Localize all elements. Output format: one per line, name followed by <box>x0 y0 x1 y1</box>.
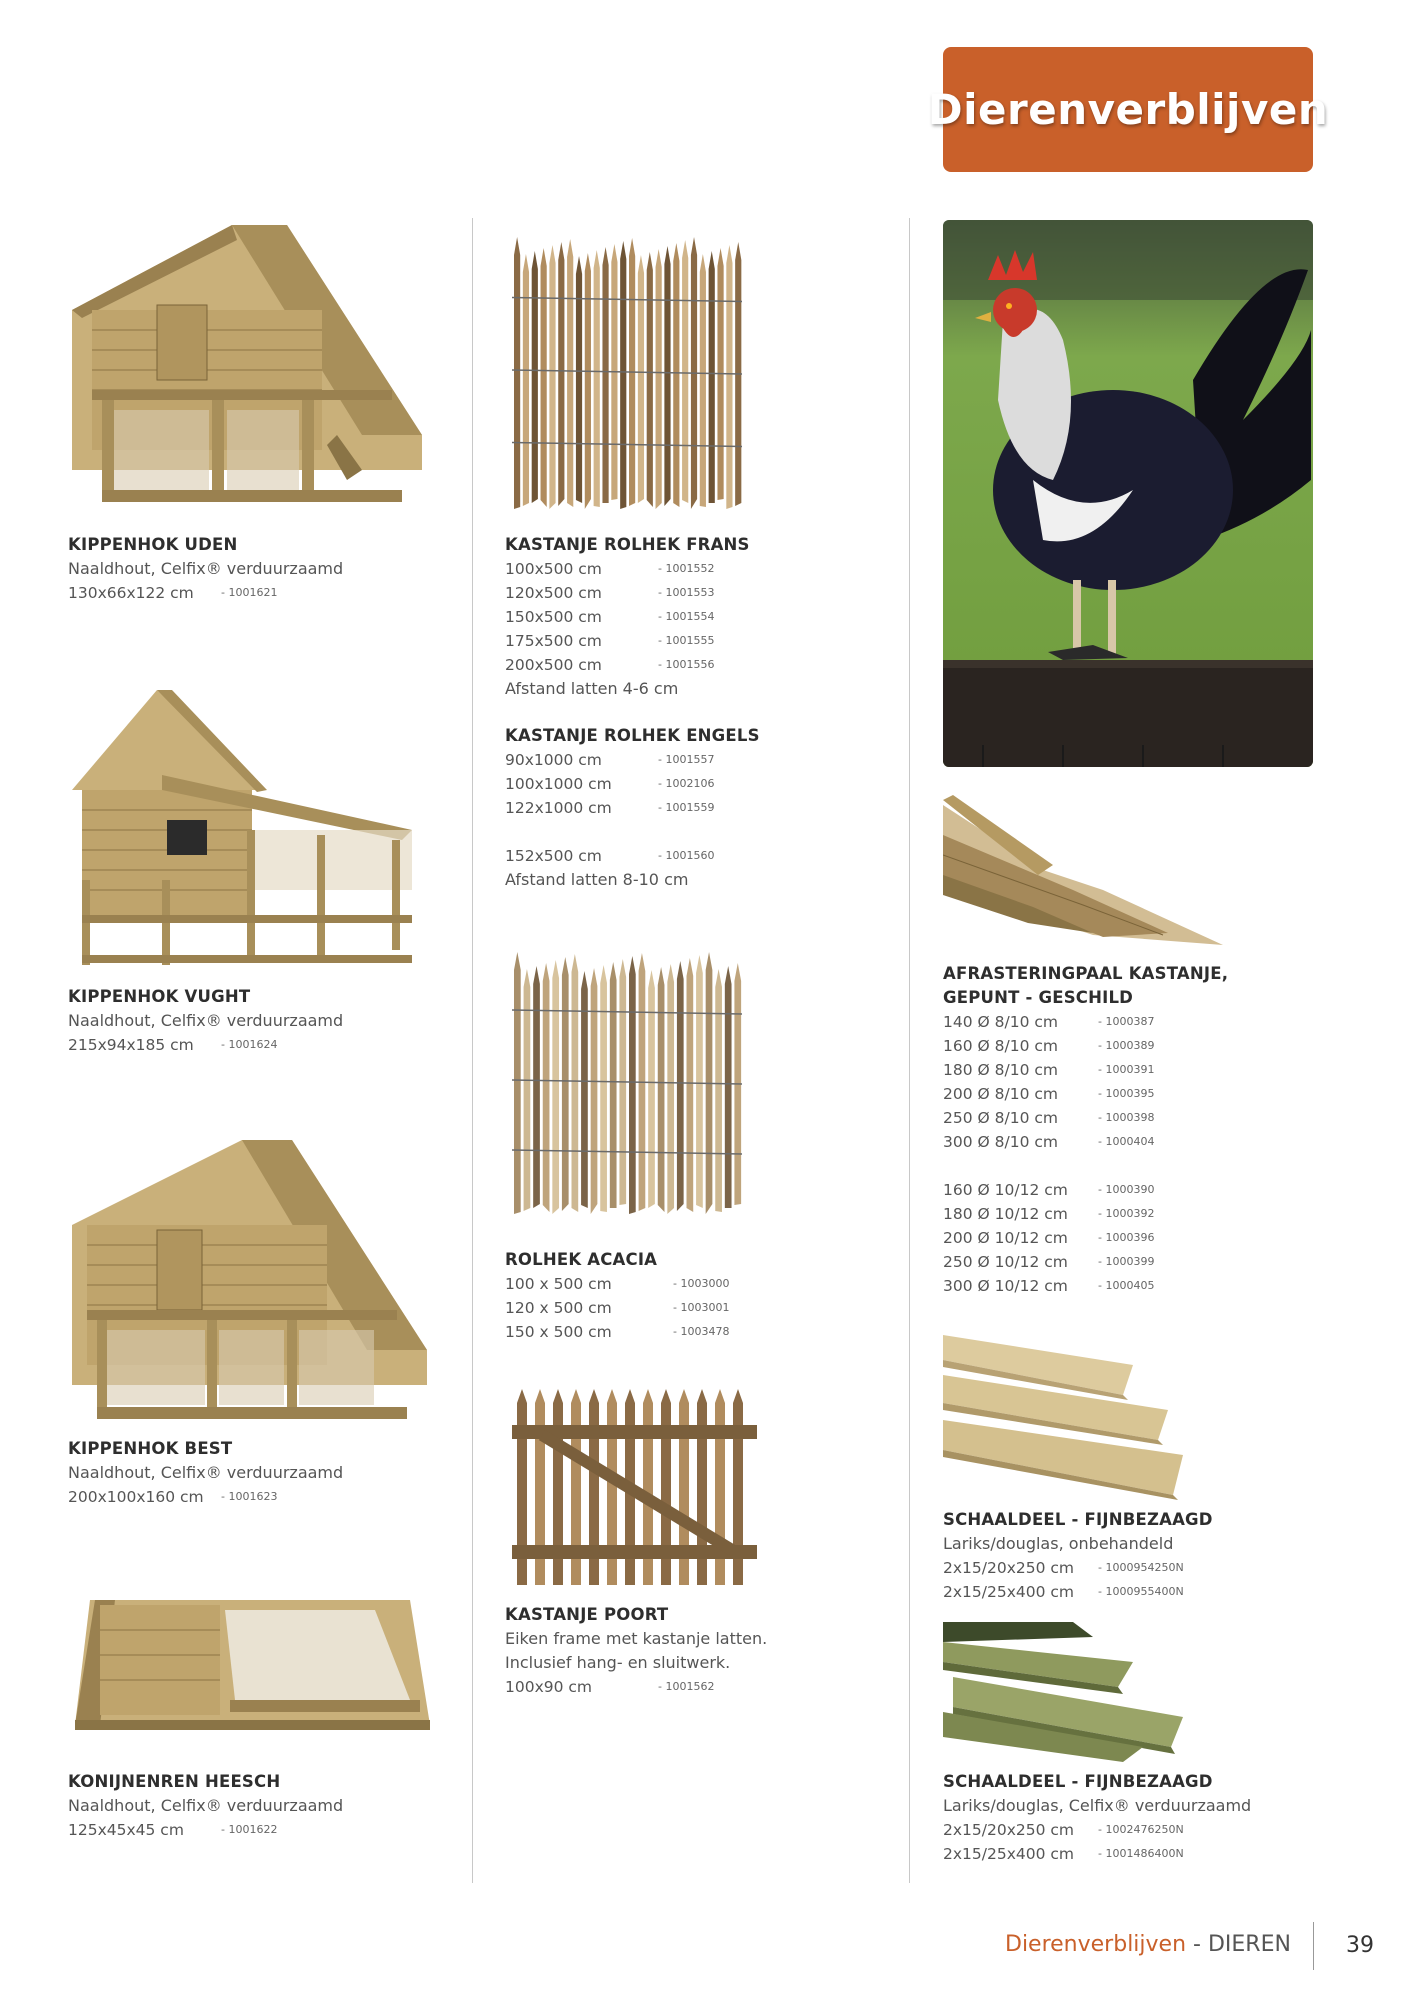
spec-dimension: 200x100x160 cm <box>68 1488 204 1506</box>
spec-row <box>943 1818 1303 1842</box>
product-title: KIPPENHOK UDEN <box>68 535 238 554</box>
afrasteringpaal-image <box>943 795 1233 950</box>
spec-dimension: 122x1000 cm <box>505 799 612 817</box>
spec-row <box>68 581 448 605</box>
spec-dimension: 250 Ø 8/10 cm <box>943 1109 1058 1127</box>
spec-row <box>943 1250 1303 1274</box>
product-description: Naaldhout, Celfix® verduurzaamd <box>68 1011 344 1030</box>
spec-code: - 1000405 <box>1098 1279 1155 1292</box>
product-description: Lariks/douglas, onbehandeld <box>943 1534 1174 1553</box>
product-description: Naaldhout, Celfix® verduurzaamd <box>68 1796 344 1815</box>
spec-code: - 1001560 <box>658 849 715 862</box>
spec-dimension: 2x15/25x400 cm <box>943 1845 1075 1863</box>
spec-row <box>943 1842 1303 1866</box>
product-kastanje-poort <box>505 1603 885 1699</box>
footer-section: Dierenverblijven <box>1005 1932 1187 1957</box>
spec-code: - 1000390 <box>1098 1183 1155 1196</box>
spec-code: - 1000387 <box>1098 1015 1155 1028</box>
spec-dimension: 160 Ø 10/12 cm <box>943 1181 1068 1199</box>
spec-dimension: 180 Ø 8/10 cm <box>943 1061 1058 1079</box>
spec-code: - 1003478 <box>673 1325 730 1338</box>
product-title: KASTANJE ROLHEK FRANS <box>505 535 750 554</box>
spec-row <box>943 1178 1303 1202</box>
spec-dimension: 180 Ø 10/12 cm <box>943 1205 1068 1223</box>
section-banner: Dierenverblijven <box>943 47 1313 172</box>
product-note: Afstand latten 4-6 cm <box>505 679 679 698</box>
spec-row <box>68 1485 448 1509</box>
spec-code: - 1003000 <box>673 1277 730 1290</box>
spec-row <box>505 1320 885 1344</box>
rolhek-frans-image <box>512 225 742 515</box>
spec-code: - 1001486400N <box>1098 1847 1184 1860</box>
spec-dimension: 2x15/20x250 cm <box>943 1559 1075 1577</box>
kippenhok-vught-image <box>62 680 432 980</box>
product-description: Naaldhout, Celfix® verduurzaamd <box>68 1463 344 1482</box>
spec-row <box>943 1226 1303 1250</box>
product-rolhek-engels <box>505 724 885 892</box>
spec-row <box>943 1034 1303 1058</box>
spec-code: - 1001554 <box>658 610 715 623</box>
spec-code: - 1001624 <box>221 1038 278 1051</box>
spec-row <box>505 1296 885 1320</box>
spec-code: - 1001562 <box>658 1680 715 1693</box>
product-schaaldeel-treated <box>943 1770 1303 1866</box>
spec-code: - 1001623 <box>221 1490 278 1503</box>
spec-code: - 1001555 <box>658 634 715 647</box>
spec-code: - 1001557 <box>658 753 715 766</box>
spec-dimension: 120x500 cm <box>505 584 602 602</box>
spec-row <box>943 1130 1303 1154</box>
spec-dimension: 160 Ø 8/10 cm <box>943 1037 1058 1055</box>
spec-row <box>505 772 885 796</box>
spec-code: - 1001556 <box>658 658 715 671</box>
spec-dimension: 2x15/20x250 cm <box>943 1821 1075 1839</box>
spec-dimension: 2x15/25x400 cm <box>943 1583 1075 1601</box>
spec-dimension: 300 Ø 8/10 cm <box>943 1133 1058 1151</box>
spec-code: - 1000389 <box>1098 1039 1155 1052</box>
spec-row <box>505 581 885 605</box>
spec-row <box>505 796 885 820</box>
product-title: SCHAALDEEL - FIJNBEZAAGD <box>943 1772 1213 1791</box>
spec-dimension: 150 x 500 cm <box>505 1323 612 1341</box>
footer-category: DIEREN <box>1207 1932 1291 1957</box>
rooster-photo <box>943 220 1313 767</box>
column-divider-2 <box>909 218 910 1883</box>
product-kippenhok-best <box>68 1437 448 1509</box>
spec-dimension: 250 Ø 10/12 cm <box>943 1253 1068 1271</box>
footer-divider <box>1313 1922 1314 1970</box>
spec-row <box>943 1556 1303 1580</box>
spec-code: - 1001622 <box>221 1823 278 1836</box>
product-title: SCHAALDEEL - FIJNBEZAAGD <box>943 1510 1213 1529</box>
spec-dimension: 120 x 500 cm <box>505 1299 612 1317</box>
konijnenren-heesch-image <box>70 1585 430 1745</box>
spec-code: - 1002476250N <box>1098 1823 1184 1836</box>
spec-dimension: 150x500 cm <box>505 608 602 626</box>
product-description: Naaldhout, Celfix® verduurzaamd <box>68 559 344 578</box>
spec-row <box>943 1202 1303 1226</box>
spec-dimension: 300 Ø 10/12 cm <box>943 1277 1068 1295</box>
product-title: KASTANJE POORT <box>505 1605 669 1624</box>
spec-dimension: 200 Ø 8/10 cm <box>943 1085 1058 1103</box>
spec-code: - 1003001 <box>673 1301 730 1314</box>
spec-dimension: 152x500 cm <box>505 847 602 865</box>
spec-row <box>505 629 885 653</box>
page-number: 39 <box>1346 1933 1374 1958</box>
product-title: KIPPENHOK BEST <box>68 1439 233 1458</box>
spec-code: - 1000396 <box>1098 1231 1155 1244</box>
kastanje-poort-image <box>512 1385 757 1595</box>
spec-row <box>943 1010 1303 1034</box>
spec-row <box>505 748 885 772</box>
spec-code: - 1000392 <box>1098 1207 1155 1220</box>
schaaldeel-treated-image <box>943 1622 1233 1762</box>
spec-row <box>505 1272 885 1296</box>
spec-dimension: 140 Ø 8/10 cm <box>943 1013 1058 1031</box>
spec-dimension: 100x500 cm <box>505 560 602 578</box>
spec-row <box>505 653 885 677</box>
product-description: Lariks/douglas, Celfix® verduurzaamd <box>943 1796 1252 1815</box>
product-konijnenren-heesch <box>68 1770 448 1842</box>
kippenhok-uden-image <box>62 210 432 530</box>
spec-code: - 1002106 <box>658 777 715 790</box>
spec-row <box>505 557 885 581</box>
spec-code: - 1001552 <box>658 562 715 575</box>
spec-dimension: 100 x 500 cm <box>505 1275 612 1293</box>
product-kippenhok-vught <box>68 985 448 1057</box>
spec-dimension: 130x66x122 cm <box>68 584 194 602</box>
schaaldeel-untreated-image <box>943 1335 1233 1500</box>
spec-code: - 1000398 <box>1098 1111 1155 1124</box>
product-title: KONIJNENREN HEESCH <box>68 1772 281 1791</box>
spec-dimension: 100x90 cm <box>505 1678 593 1696</box>
spec-code: - 1001553 <box>658 586 715 599</box>
product-title: KIPPENHOK VUGHT <box>68 987 251 1006</box>
spec-dimension: 90x1000 cm <box>505 751 602 769</box>
product-description: Inclusief hang- en sluitwerk. <box>505 1653 731 1672</box>
spec-row <box>68 1818 448 1842</box>
product-rolhek-acacia <box>505 1248 885 1344</box>
spec-code: - 1000391 <box>1098 1063 1155 1076</box>
product-kippenhok-uden <box>68 533 448 605</box>
product-title: KASTANJE ROLHEK ENGELS <box>505 726 760 745</box>
spec-row <box>943 1106 1303 1130</box>
spec-row <box>505 605 885 629</box>
spec-code: - 1001621 <box>221 586 278 599</box>
spec-code: - 1000399 <box>1098 1255 1155 1268</box>
kippenhok-best-image <box>62 1125 432 1445</box>
rolhek-acacia-image <box>512 940 742 1220</box>
spec-row <box>505 1675 885 1699</box>
spec-row <box>943 1082 1303 1106</box>
product-title-line2: GEPUNT - GESCHILD <box>943 988 1134 1007</box>
spec-code: - 1001559 <box>658 801 715 814</box>
spec-row <box>943 1058 1303 1082</box>
spec-dimension: 215x94x185 cm <box>68 1036 194 1054</box>
spec-code: - 1000404 <box>1098 1135 1155 1148</box>
spec-row <box>68 1033 448 1057</box>
spec-dimension: 100x1000 cm <box>505 775 612 793</box>
spec-code: - 1000954250N <box>1098 1561 1184 1574</box>
spec-row <box>943 1274 1303 1298</box>
spec-row <box>505 844 885 868</box>
spec-code: - 1000395 <box>1098 1087 1155 1100</box>
product-schaaldeel-untreated <box>943 1508 1303 1604</box>
product-description: Eiken frame met kastanje latten. <box>505 1629 768 1648</box>
spec-code: - 1000955400N <box>1098 1585 1184 1598</box>
spec-dimension: 125x45x45 cm <box>68 1821 184 1839</box>
product-note: Afstand latten 8-10 cm <box>505 870 689 889</box>
footer-separator: - <box>1186 1932 1208 1957</box>
product-title: ROLHEK ACACIA <box>505 1250 658 1269</box>
spec-dimension: 200x500 cm <box>505 656 602 674</box>
product-rolhek-frans <box>505 533 885 701</box>
footer-breadcrumb <box>1005 1932 1291 1957</box>
spec-dimension: 200 Ø 10/12 cm <box>943 1229 1068 1247</box>
product-title: AFRASTERINGPAAL KASTANJE, <box>943 964 1229 983</box>
spec-row <box>943 1580 1303 1604</box>
column-divider-1 <box>472 218 473 1883</box>
spec-dimension: 175x500 cm <box>505 632 602 650</box>
product-afrasteringpaal <box>943 962 1303 1298</box>
